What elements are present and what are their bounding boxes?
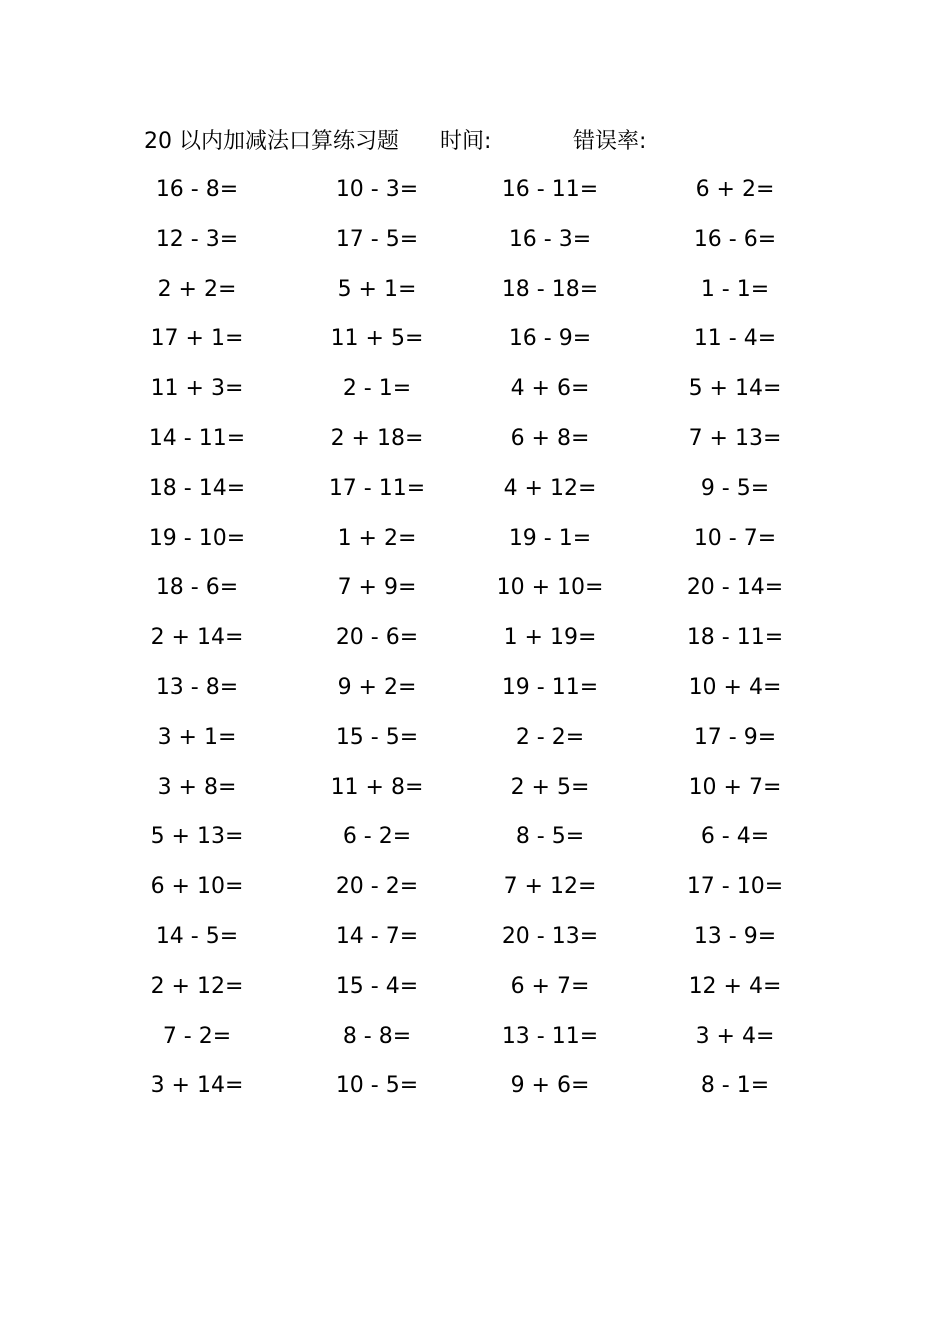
arithmetic-problem: 14 - 5= bbox=[155, 924, 239, 949]
arithmetic-problem: 10 - 3= bbox=[335, 177, 419, 202]
arithmetic-problem: 3 + 14= bbox=[150, 1073, 244, 1098]
arithmetic-problem: 20 - 6= bbox=[335, 625, 419, 650]
arithmetic-problem: 6 + 10= bbox=[150, 874, 244, 899]
arithmetic-problem: 16 - 6= bbox=[693, 227, 777, 252]
arithmetic-problem: 11 + 3= bbox=[150, 376, 244, 401]
arithmetic-problem: 2 - 2= bbox=[515, 725, 585, 750]
arithmetic-problem: 9 + 6= bbox=[510, 1073, 590, 1098]
arithmetic-problem: 16 - 3= bbox=[508, 227, 592, 252]
arithmetic-problem: 15 - 4= bbox=[335, 974, 419, 999]
arithmetic-problem: 16 - 11= bbox=[501, 177, 599, 202]
arithmetic-problem: 2 + 18= bbox=[330, 426, 424, 451]
arithmetic-problem: 2 + 14= bbox=[150, 625, 244, 650]
arithmetic-problem: 11 + 5= bbox=[330, 326, 424, 351]
arithmetic-problem: 17 - 11= bbox=[328, 476, 426, 501]
arithmetic-problem: 1 + 19= bbox=[503, 625, 597, 650]
arithmetic-problem: 18 - 6= bbox=[155, 575, 239, 600]
arithmetic-problem: 7 + 12= bbox=[503, 874, 597, 899]
arithmetic-problem: 19 - 11= bbox=[501, 675, 599, 700]
arithmetic-problem: 7 - 2= bbox=[162, 1024, 232, 1049]
arithmetic-problem: 7 + 13= bbox=[688, 426, 782, 451]
arithmetic-problem: 3 + 8= bbox=[157, 775, 237, 800]
arithmetic-problem: 10 + 4= bbox=[688, 675, 782, 700]
arithmetic-problem: 4 + 12= bbox=[503, 476, 597, 501]
arithmetic-problem: 16 - 9= bbox=[508, 326, 592, 351]
arithmetic-problem: 12 + 4= bbox=[688, 974, 782, 999]
arithmetic-problem: 17 - 9= bbox=[693, 725, 777, 750]
time-label: 时间: bbox=[440, 129, 492, 154]
arithmetic-problem: 19 - 10= bbox=[148, 526, 246, 551]
arithmetic-problem: 7 + 9= bbox=[337, 575, 417, 600]
arithmetic-problem: 10 - 5= bbox=[335, 1073, 419, 1098]
arithmetic-problem: 6 + 2= bbox=[695, 177, 775, 202]
arithmetic-problem: 20 - 2= bbox=[335, 874, 419, 899]
arithmetic-problem: 3 + 1= bbox=[157, 725, 237, 750]
arithmetic-problem: 5 + 13= bbox=[150, 824, 244, 849]
arithmetic-problem: 2 + 12= bbox=[150, 974, 244, 999]
arithmetic-problem: 9 + 2= bbox=[337, 675, 417, 700]
arithmetic-problem: 5 + 1= bbox=[337, 277, 417, 302]
arithmetic-problem: 8 - 8= bbox=[342, 1024, 412, 1049]
worksheet-title: 20 以内加减法口算练习题 bbox=[144, 129, 399, 154]
arithmetic-problem: 8 - 1= bbox=[700, 1073, 770, 1098]
worksheet-header bbox=[0, 126, 950, 158]
arithmetic-problem: 17 - 10= bbox=[686, 874, 784, 899]
arithmetic-problem: 18 - 18= bbox=[501, 277, 599, 302]
arithmetic-problem: 17 + 1= bbox=[150, 326, 244, 351]
arithmetic-problem: 2 - 1= bbox=[342, 376, 412, 401]
arithmetic-problem: 10 + 10= bbox=[496, 575, 604, 600]
arithmetic-problem: 1 - 1= bbox=[700, 277, 770, 302]
arithmetic-problem: 13 - 9= bbox=[693, 924, 777, 949]
arithmetic-problem: 9 - 5= bbox=[700, 476, 770, 501]
arithmetic-problem: 14 - 11= bbox=[148, 426, 246, 451]
arithmetic-problem: 12 - 3= bbox=[155, 227, 239, 252]
arithmetic-problem: 6 + 8= bbox=[510, 426, 590, 451]
arithmetic-problem: 16 - 8= bbox=[155, 177, 239, 202]
arithmetic-problem: 18 - 11= bbox=[686, 625, 784, 650]
arithmetic-problem: 11 + 8= bbox=[330, 775, 424, 800]
arithmetic-problem: 4 + 6= bbox=[510, 376, 590, 401]
arithmetic-problem: 13 - 8= bbox=[155, 675, 239, 700]
arithmetic-problem: 6 - 2= bbox=[342, 824, 412, 849]
arithmetic-problem: 1 + 2= bbox=[337, 526, 417, 551]
arithmetic-problem: 2 + 2= bbox=[157, 277, 237, 302]
arithmetic-problem: 17 - 5= bbox=[335, 227, 419, 252]
arithmetic-problem: 20 - 13= bbox=[501, 924, 599, 949]
arithmetic-problem: 15 - 5= bbox=[335, 725, 419, 750]
arithmetic-problem: 20 - 14= bbox=[686, 575, 784, 600]
arithmetic-problem: 10 + 7= bbox=[688, 775, 782, 800]
arithmetic-problem: 11 - 4= bbox=[693, 326, 777, 351]
arithmetic-problem: 6 + 7= bbox=[510, 974, 590, 999]
arithmetic-problem: 19 - 1= bbox=[508, 526, 592, 551]
arithmetic-problem: 13 - 11= bbox=[501, 1024, 599, 1049]
arithmetic-problem: 5 + 14= bbox=[688, 376, 782, 401]
error-rate-label: 错误率: bbox=[573, 129, 647, 154]
arithmetic-problem: 18 - 14= bbox=[148, 476, 246, 501]
arithmetic-problem: 14 - 7= bbox=[335, 924, 419, 949]
arithmetic-problem: 10 - 7= bbox=[693, 526, 777, 551]
arithmetic-problem: 8 - 5= bbox=[515, 824, 585, 849]
arithmetic-problem: 2 + 5= bbox=[510, 775, 590, 800]
arithmetic-problem: 3 + 4= bbox=[695, 1024, 775, 1049]
arithmetic-problem: 6 - 4= bbox=[700, 824, 770, 849]
